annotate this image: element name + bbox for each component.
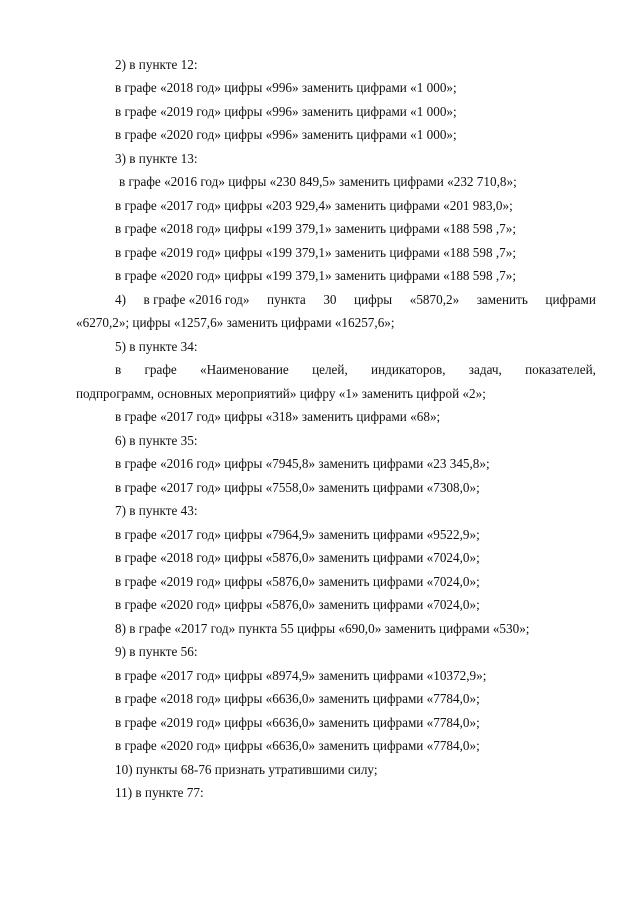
word: задач,	[468, 362, 502, 377]
text-line: «6270,2»; цифры «1257,6» заменить цифрами «16257,6»;	[76, 315, 395, 330]
justified-line	[115, 292, 596, 308]
text-line: 9) в пункте 56:	[115, 644, 198, 659]
text-line: в графе «2019 год» цифры «996» заменить цифрами «1 000»;	[115, 104, 457, 119]
text-line: в графе «2016 год» цифры «230 849,5» заменить цифрами «232 710,8»;	[119, 174, 517, 189]
word: индикаторов,	[371, 362, 446, 377]
word: 4)	[115, 292, 126, 307]
text-line: 7) в пункте 43:	[115, 503, 198, 518]
text-line: в графе «2019 год» цифры «6636,0» заменить цифрами «7784,0»;	[115, 715, 480, 730]
text-line: в графе «2020 год» цифры «996» заменить цифрами «1 000»;	[115, 127, 457, 142]
text-line: 5) в пункте 34:	[115, 339, 198, 354]
word: в	[115, 362, 122, 377]
text-line: 10) пункты 68-76 признать утратившими силу;	[115, 762, 378, 777]
text-line: в графе «2017 год» цифры «7558,0» заменить цифрами «7308,0»;	[115, 480, 480, 495]
word: заменить	[476, 292, 528, 307]
word: показателей,	[525, 362, 596, 377]
text-line: в графе «2016 год» цифры «7945,8» заменить цифрами «23 345,8»;	[115, 456, 490, 471]
text-line: в графе «2018 год» цифры «199 379,1» заменить цифрами «188 598 ,7»;	[115, 221, 517, 236]
justified-line	[115, 362, 596, 378]
text-line: в графе «2020 год» цифры «199 379,1» заменить цифрами «188 598 ,7»;	[115, 268, 517, 283]
text-line: 2) в пункте 12:	[115, 57, 198, 72]
word: графе	[144, 362, 177, 377]
word: в графе «2016 год»	[143, 292, 250, 307]
text-line: в графе «2020 год» цифры «5876,0» заменить цифрами «7024,0»;	[115, 597, 480, 612]
text-line: в графе «2018 год» цифры «5876,0» заменить цифрами «7024,0»;	[115, 550, 480, 565]
text-line: в графе «2019 год» цифры «5876,0» заменить цифрами «7024,0»;	[115, 574, 480, 589]
word: «Наименование	[200, 362, 289, 377]
text-line: в графе «2020 год» цифры «6636,0» заменить цифрами «7784,0»;	[115, 738, 480, 753]
text-line: в графе «2017 год» цифры «8974,9» заменить цифрами «10372,9»;	[115, 668, 487, 683]
text-line: 11) в пункте 77:	[115, 785, 204, 800]
word: целей,	[312, 362, 348, 377]
text-line: 6) в пункте 35:	[115, 433, 198, 448]
word: цифрами	[545, 292, 596, 307]
text-line: в графе «2019 год» цифры «199 379,1» заменить цифрами «188 598 ,7»;	[115, 245, 517, 260]
text-line: 8) в графе «2017 год» пункта 55 цифры «690,0» заменить цифрами «530»;	[115, 621, 530, 636]
word: цифры	[354, 292, 393, 307]
word: «5870,2»	[409, 292, 460, 307]
text-line: в графе «2017 год» цифры «203 929,4» заменить цифрами «201 983,0»;	[115, 198, 513, 213]
text-line: в графе «2017 год» цифры «318» заменить цифрами «68»;	[115, 409, 441, 424]
text-line: 3) в пункте 13:	[115, 151, 198, 166]
word: 30	[323, 292, 337, 307]
word: пункта	[267, 292, 306, 307]
text-line: в графе «2017 год» цифры «7964,9» заменить цифрами «9522,9»;	[115, 527, 480, 542]
text-line: подпрограмм, основных мероприятий» цифру «1» заменить цифрой «2»;	[76, 386, 486, 401]
text-line: в графе «2018 год» цифры «996» заменить цифрами «1 000»;	[115, 80, 457, 95]
text-line: в графе «2018 год» цифры «6636,0» заменить цифрами «7784,0»;	[115, 691, 480, 706]
